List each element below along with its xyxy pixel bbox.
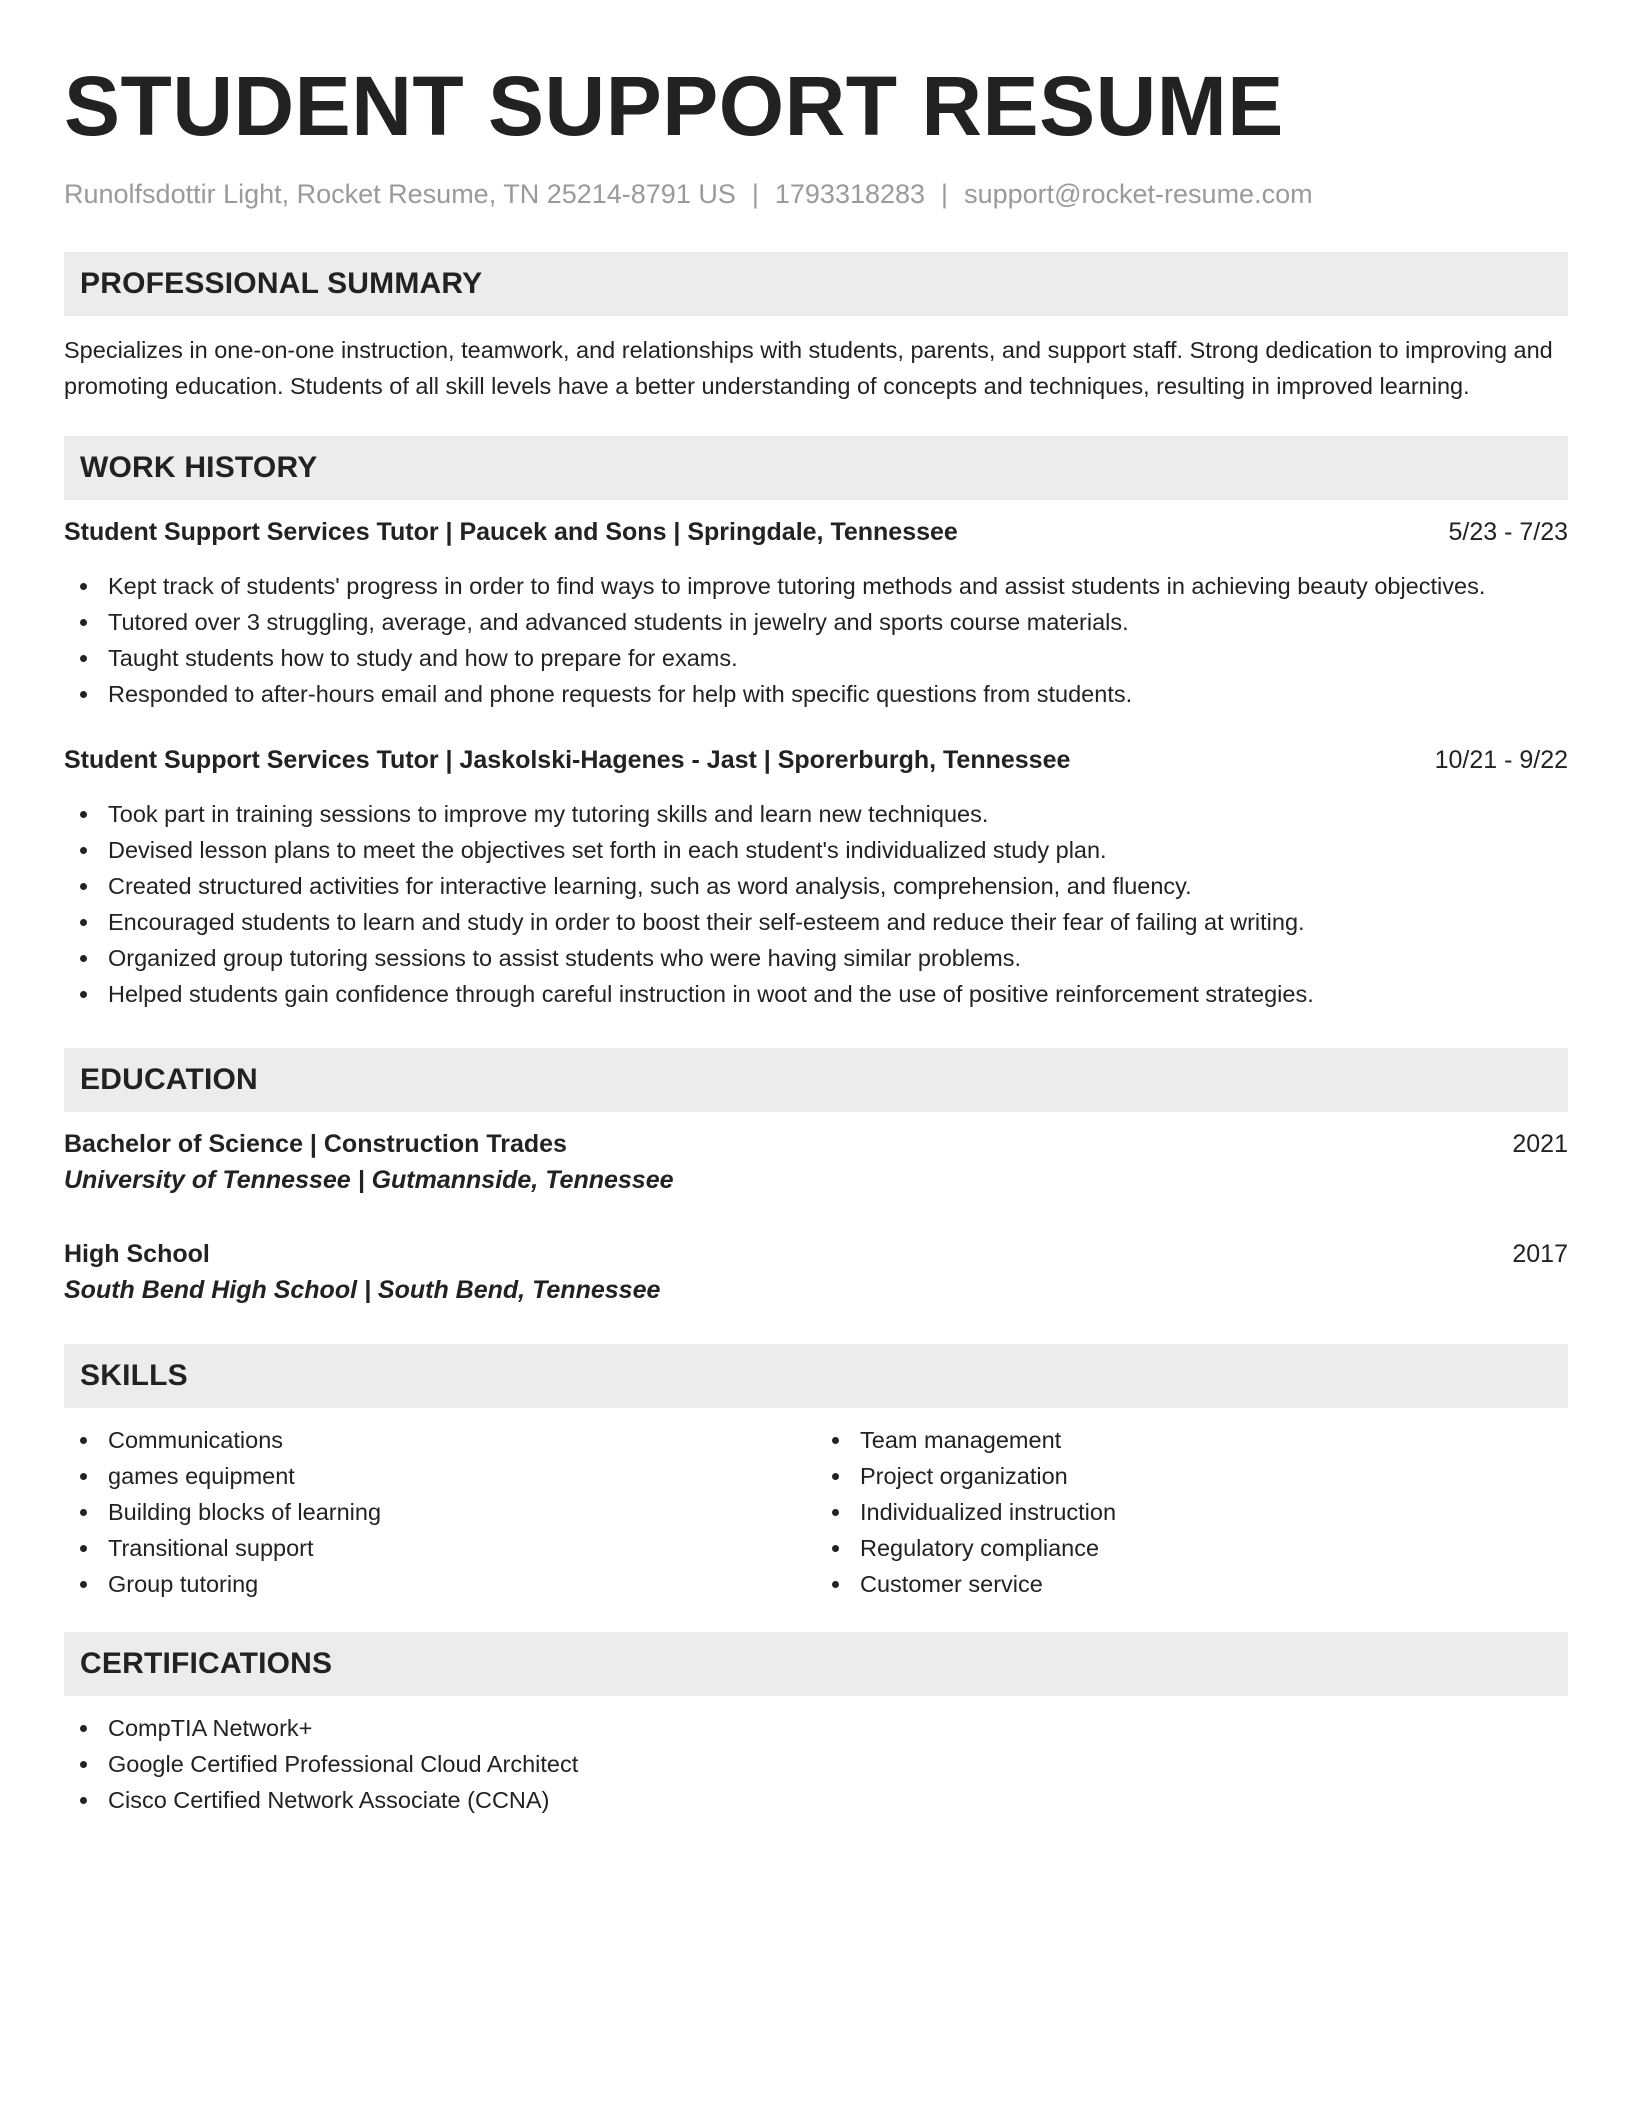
skill-item: Building blocks of learning [64,1494,816,1530]
summary-text: Specializes in one-on-one instruction, teamwork, and relationships with students, parents, and support staff. Strong dedication to improving and promoting education. Students of all skill levels have a better understanding of concepts and techniques, resulting in improved learning. [64,337,1553,399]
section-heading-certifications: CERTIFICATIONS [64,1632,1568,1696]
contact-phone: 1793318283 [774,179,926,209]
job-bullet: Devised lesson plans to meet the objectives set forth in each student's individualized study plan. [64,832,1568,868]
education-header [64,1236,1568,1272]
contact-email: support@rocket-resume.com [964,179,1313,209]
education-header [64,1126,1568,1162]
job-title: Student Support Services Tutor | Paucek and Sons | Springdale, Tennessee [64,518,958,546]
resume-title: STUDENT SUPPORT RESUME [64,59,1284,153]
job-title: Student Support Services Tutor | Jaskolski-Hagenes - Jast | Sporerburgh, Tennessee [64,746,1071,774]
contact-address: Runolfsdottir Light, Rocket Resume, TN 25214-8791 US [64,179,736,209]
job-bullet-list [64,568,1568,712]
job-entry [64,514,1568,712]
certification-item: Cisco Certified Network Associate (CCNA) [64,1782,1568,1818]
certification-item: CompTIA Network+ [64,1710,1568,1746]
certifications-list [64,1710,1568,1818]
job-entry [64,742,1568,1012]
job-dates: 10/21 - 9/22 [1434,746,1568,774]
job-bullet: Responded to after-hours email and phone requests for help with specific questions from students. [64,676,1568,712]
job-bullet: Taught students how to study and how to prepare for exams. [64,640,1568,676]
job-bullet: Organized group tutoring sessions to assist students who were having similar problems. [64,940,1568,976]
education-degree: High School [64,1240,210,1268]
skills-columns [64,1422,1568,1602]
skills-list-left [64,1422,816,1602]
skill-item: Individualized instruction [816,1494,1568,1530]
section-heading-summary: PROFESSIONAL SUMMARY [64,252,1568,316]
skill-item: Transitional support [64,1530,816,1566]
section-heading-skills: SKILLS [64,1344,1568,1408]
job-bullet: Kept track of students' progress in order to find ways to improve tutoring methods and assist students in achieving beauty objectives. [64,568,1568,604]
education-entry [64,1126,1568,1198]
education-year: 2021 [1512,1130,1568,1158]
job-bullet: Helped students gain confidence through careful instruction in woot and the use of positive reinforcement strategies. [64,976,1568,1012]
education-year: 2017 [1512,1240,1568,1268]
job-bullet-list [64,796,1568,1012]
skill-item: Project organization [816,1458,1568,1494]
contact-separator: | [751,179,759,209]
job-bullet: Created structured activities for interactive learning, such as word analysis, comprehension, and fluency. [64,868,1568,904]
skill-item: Communications [64,1422,816,1458]
section-heading-education: EDUCATION [64,1048,1568,1112]
job-dates: 5/23 - 7/23 [1448,518,1568,546]
section-heading-work-history: WORK HISTORY [64,436,1568,500]
skills-list-right [816,1422,1568,1602]
education-school: University of Tennessee | Gutmannside, Tennessee [64,1166,674,1194]
job-bullet: Encouraged students to learn and study in order to boost their self-esteem and reduce their fear of failing at writing. [64,904,1568,940]
job-header [64,742,1568,778]
job-bullet: Tutored over 3 struggling, average, and advanced students in jewelry and sports course materials. [64,604,1568,640]
contact-line [64,176,1568,212]
skill-item: Regulatory compliance [816,1530,1568,1566]
skill-item: Group tutoring [64,1566,816,1602]
job-bullet: Took part in training sessions to improve my tutoring skills and learn new techniques. [64,796,1568,832]
certification-item: Google Certified Professional Cloud Architect [64,1746,1568,1782]
skill-item: Customer service [816,1566,1568,1602]
skill-item: Team management [816,1422,1568,1458]
contact-separator: | [941,179,949,209]
education-entry [64,1236,1568,1308]
skill-item: games equipment [64,1458,816,1494]
education-school: South Bend High School | South Bend, Tennessee [64,1276,661,1304]
education-degree: Bachelor of Science | Construction Trades [64,1130,567,1158]
job-header [64,514,1568,550]
